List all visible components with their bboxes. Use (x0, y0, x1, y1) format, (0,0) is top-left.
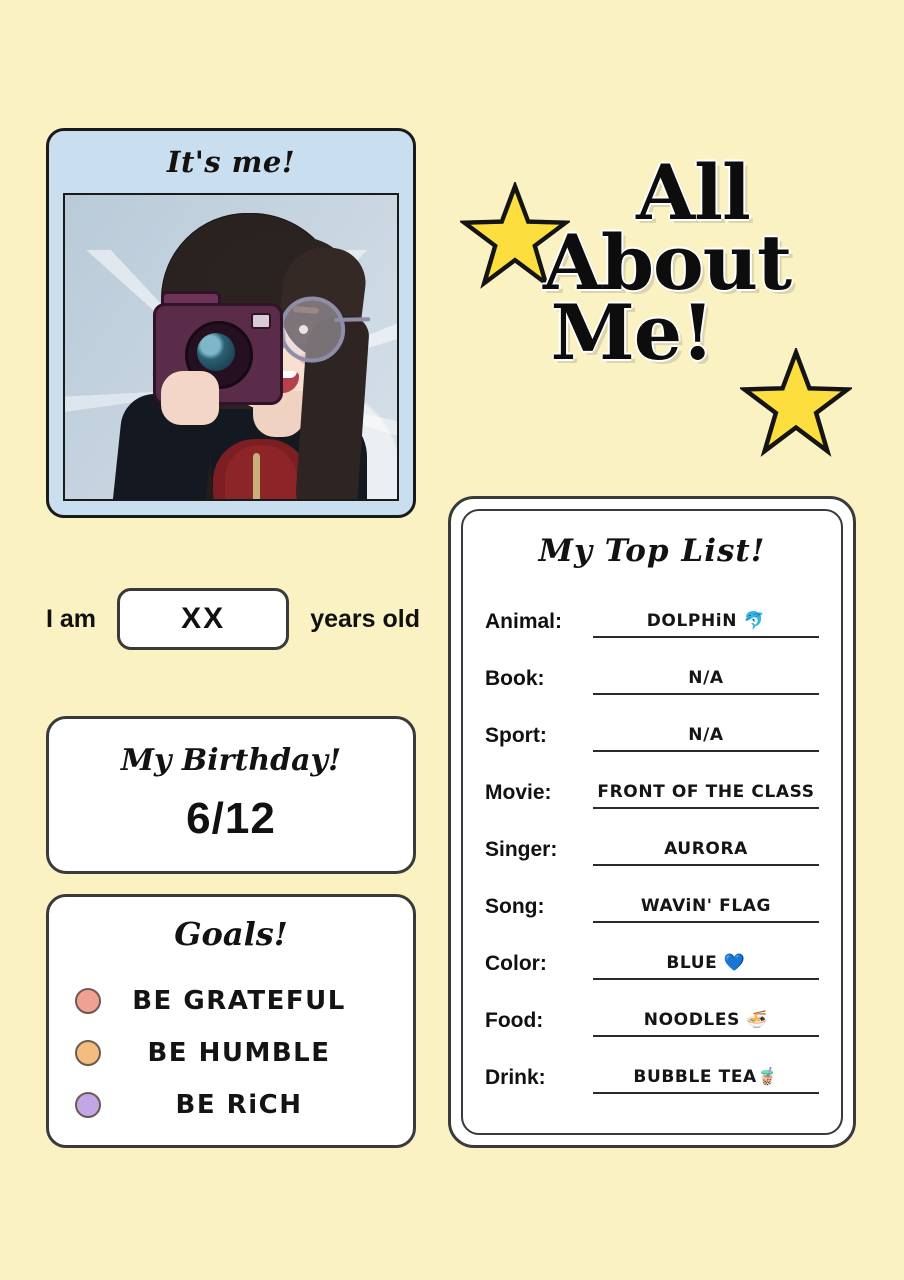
top-list-value[interactable]: BUBBLE TEA🧋 (593, 1067, 819, 1094)
top-list-value[interactable]: DOLPHiN 🐬 (593, 611, 819, 638)
birthday-card (46, 716, 416, 874)
bullet-dot-icon (75, 988, 101, 1014)
age-prefix-label: I am (46, 604, 97, 633)
goals-title: Goals! (174, 915, 288, 953)
top-list-value[interactable]: N/A (593, 668, 819, 695)
top-list-value[interactable]: NOODLES 🍜 (593, 1010, 819, 1037)
goal-text: BE RiCH (175, 1090, 303, 1120)
age-suffix-label: years old (310, 604, 420, 633)
glasses-lens-right (275, 293, 349, 367)
list-item[interactable] (49, 1027, 413, 1079)
top-list-key: Food: (485, 1009, 544, 1032)
camera-flash (251, 313, 271, 329)
title-line-1: All (636, 148, 750, 237)
birthday-title: My Birthday! (120, 743, 342, 778)
top-list-key: Song: (485, 895, 545, 918)
top-list-key: Movie: (485, 781, 552, 804)
title-line-3: Me! (550, 287, 714, 377)
camera-lens-inner (197, 333, 235, 371)
title-line-2: About (542, 217, 792, 307)
table-row (485, 695, 819, 752)
list-item[interactable] (49, 1079, 413, 1131)
age-input[interactable]: XX (117, 588, 289, 650)
bullet-dot-icon (75, 1040, 101, 1066)
table-row (485, 752, 819, 809)
top-list-value[interactable]: WAViN' FLAG (593, 896, 819, 923)
top-list-title: My Top List! (538, 533, 766, 569)
top-list-inner-frame (461, 509, 843, 1135)
table-row (485, 581, 819, 638)
goals-card (46, 894, 416, 1148)
page-title (452, 148, 872, 478)
title-text (452, 148, 872, 377)
avatar-hood-inner (225, 445, 297, 501)
top-list-value[interactable]: AURORA (593, 839, 819, 866)
goal-text: BE GRATEFUL (132, 986, 346, 1016)
avatar-hand (161, 371, 219, 425)
top-list-key: Color: (485, 952, 547, 975)
goals-list (49, 975, 413, 1131)
avatar-zipper (253, 453, 260, 501)
age-row (46, 586, 420, 652)
list-item[interactable] (49, 975, 413, 1027)
table-row (485, 638, 819, 695)
top-list-key: Singer: (485, 838, 558, 861)
top-list-key: Sport: (485, 724, 547, 747)
top-list-value[interactable]: BLUE 💙 (593, 953, 819, 980)
table-row (485, 866, 819, 923)
bullet-dot-icon (75, 1092, 101, 1118)
top-list-key: Drink: (485, 1066, 546, 1089)
top-list-value[interactable]: FRONT OF THE CLASS (593, 782, 819, 809)
table-row (485, 1037, 819, 1094)
table-row (485, 980, 819, 1037)
table-row (485, 923, 819, 980)
top-list-value[interactable]: N/A (593, 725, 819, 752)
top-list-card (448, 496, 856, 1148)
goal-text: BE HUMBLE (147, 1038, 331, 1068)
birthday-value[interactable]: 6/12 (186, 794, 276, 843)
photo-card-title: It's me! (166, 145, 296, 179)
top-list-key: Book: (485, 667, 545, 690)
photo-card (46, 128, 416, 518)
table-row (485, 809, 819, 866)
top-list-key: Animal: (485, 610, 563, 633)
glasses-temple (334, 317, 370, 322)
profile-photo (63, 193, 399, 501)
